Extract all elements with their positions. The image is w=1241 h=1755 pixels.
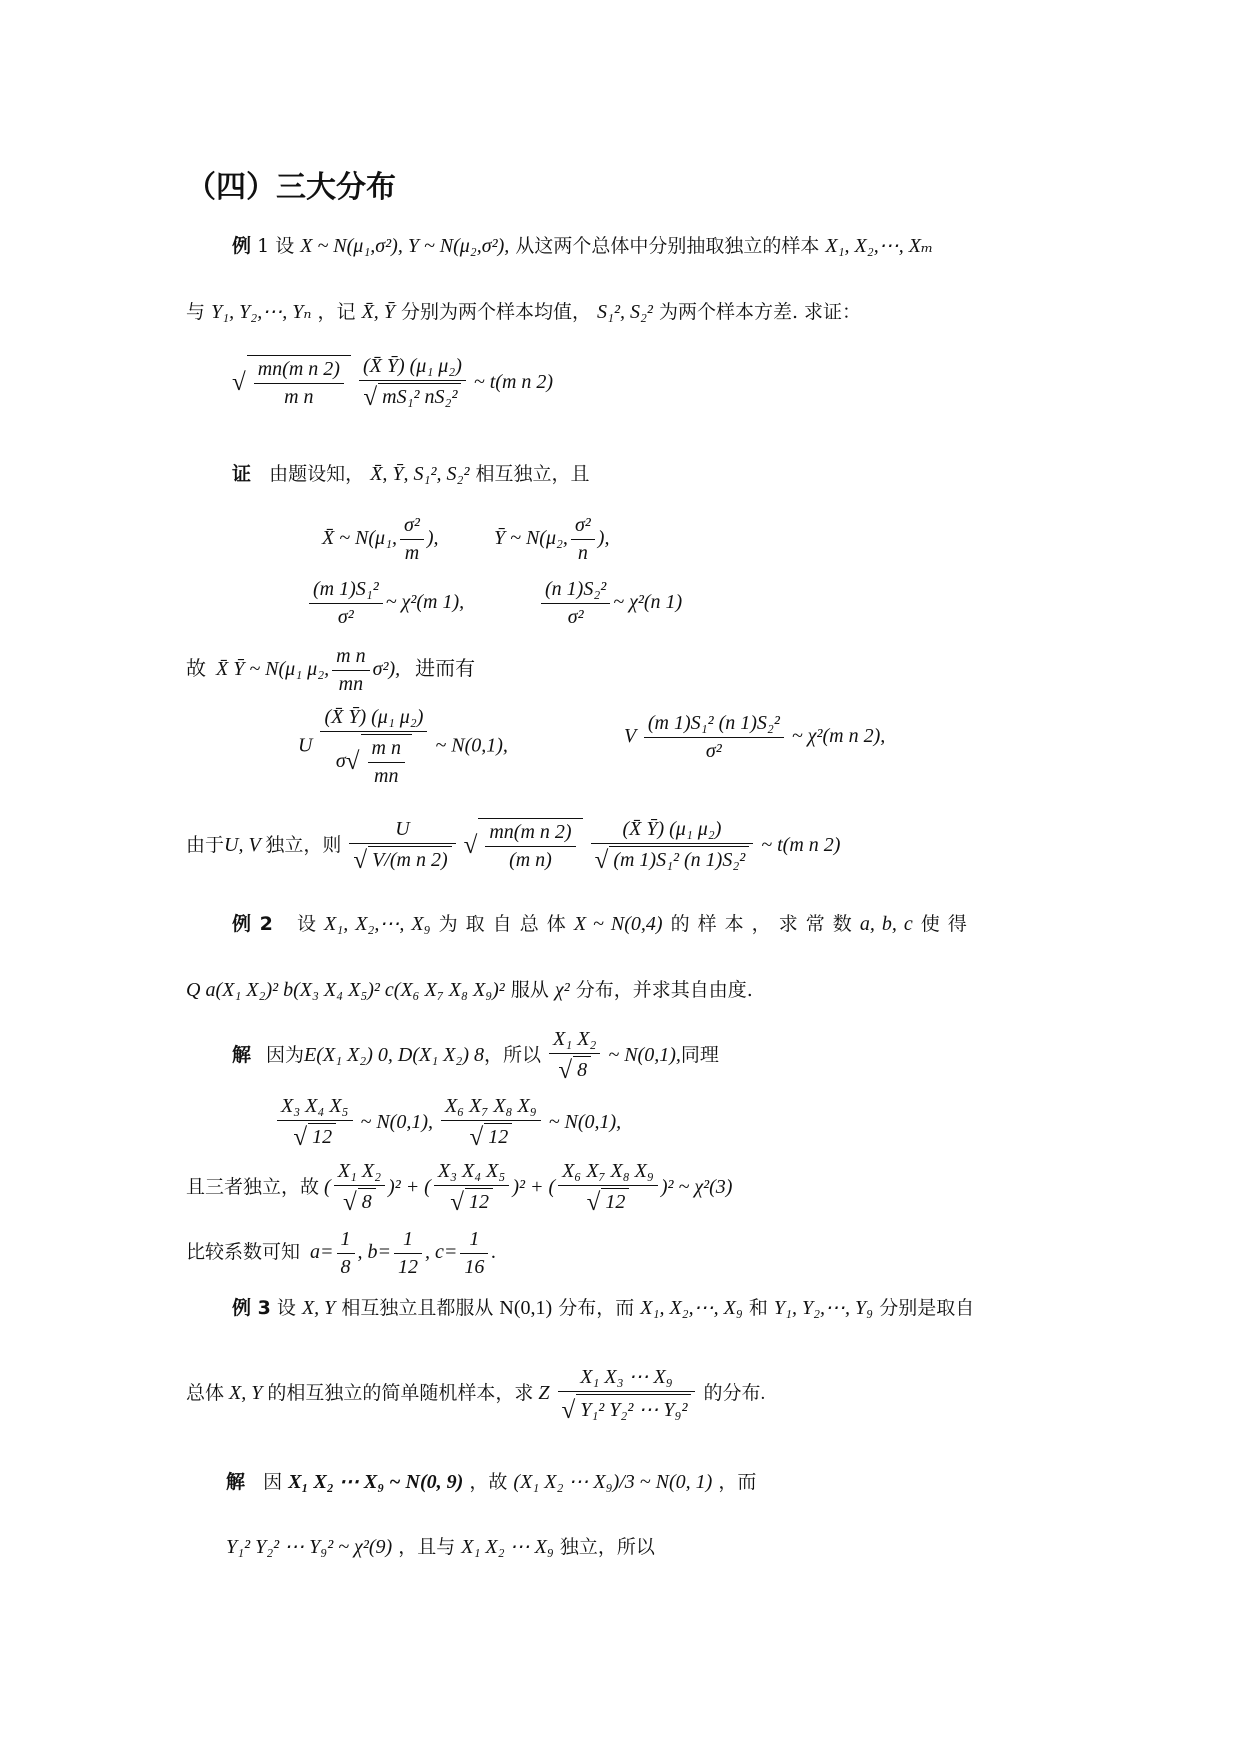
sqrt-sign: √ <box>363 384 378 411</box>
formula: X̄ ~ N(μ₁, <box>322 527 398 550</box>
denominator <box>349 844 455 875</box>
text: 分布，并求其自由度. <box>575 979 753 1001</box>
text: ，故 <box>469 1471 508 1493</box>
formula-tail: ~ χ²(n 1) <box>613 591 683 614</box>
formula: Y₁, Y₂,⋯, Yₙ <box>211 301 312 323</box>
numerator: (m 1)S₁² (n 1)S₂² <box>644 712 784 738</box>
formula: X₁, X₂,⋯, X₉ <box>640 1297 743 1319</box>
v-definition <box>624 712 885 763</box>
numerator: (X̄ Ȳ) (μ₁ μ₂) <box>320 706 427 732</box>
numerator: m n <box>368 737 405 763</box>
text: 故 <box>186 658 206 681</box>
sqrt-body: 8 <box>358 1188 376 1214</box>
fraction <box>349 818 455 875</box>
example-1-line-2 <box>186 300 861 324</box>
sqrt-body: Y₁² Y₂² ⋯ Y₉² <box>576 1394 691 1422</box>
formula: V <box>624 725 636 748</box>
numerator: X₁ X₃ ⋯ X₉ <box>558 1364 696 1392</box>
sqrt-sign: √ <box>463 832 478 860</box>
text: ，记 <box>317 301 356 323</box>
solution-label: 解 <box>226 1471 246 1493</box>
fraction <box>320 706 427 788</box>
text: ，且与 <box>398 1536 456 1558</box>
formula: χ² <box>554 979 570 1001</box>
formula: X, Y <box>229 1382 263 1405</box>
fraction <box>394 1228 422 1279</box>
denominator <box>591 844 754 875</box>
formula-tail: ~ t(m n 2) <box>473 371 554 394</box>
dist-diff <box>186 645 475 696</box>
text: 分别为两个样本均值， <box>400 301 591 323</box>
text: ，而 <box>718 1471 757 1493</box>
denominator: 8 <box>340 1256 351 1278</box>
proof-label: 证 <box>232 463 252 485</box>
text: 分别是取自 <box>879 1297 975 1319</box>
formula: Y₁, Y₂,⋯, Y₉ <box>773 1297 874 1319</box>
sqrt-body: 8 <box>573 1056 591 1082</box>
text: 的分布. <box>703 1383 766 1405</box>
formula-tail: )² ~ χ²(3) <box>660 1176 733 1199</box>
sigma: σ <box>335 750 346 773</box>
text: 同理 <box>680 1045 719 1067</box>
formula: , c= <box>425 1241 458 1264</box>
formula: Ȳ ~ N(μ₂, <box>494 527 568 550</box>
example-label: 例 2 <box>232 913 273 935</box>
formula: Q a(X₁ X₂)² b(X₃ X₄ X₅)² c(X₆ X₇ X₈ X₉)² <box>186 979 505 1001</box>
conclusion-equation <box>186 818 840 875</box>
sqrt-sign: √ <box>345 748 360 776</box>
example-2-line-1 <box>232 912 967 936</box>
formula: X₁ X₂ ⋯ X₉ ~ N(0, 9) <box>288 1471 464 1493</box>
example-3-solution-1 <box>226 1470 756 1494</box>
numerator: (X̄ Ȳ) (μ₁ μ₂) <box>591 818 754 844</box>
sqrt-sign: √ <box>469 1124 484 1151</box>
denominator <box>558 1392 696 1425</box>
sqrt-sign: √ <box>293 1124 308 1151</box>
numerator: m n <box>332 645 369 671</box>
denominator <box>334 1186 385 1217</box>
numerator: mn(m n 2) <box>485 821 575 847</box>
fraction <box>400 514 424 565</box>
section-title: （四）三大分布 <box>186 170 396 205</box>
formula: X ~ N(μ₁,σ²), Y ~ N(μ₂,σ²), <box>300 235 510 257</box>
sqrt-sign: √ <box>232 369 246 397</box>
numerator: (n 1)S₂² <box>541 578 610 604</box>
u-definition <box>298 706 508 788</box>
denominator: 16 <box>464 1256 485 1278</box>
sqrt-sign: √ <box>594 847 609 874</box>
numerator: 1 <box>337 1228 355 1254</box>
text: 由题设知， <box>269 463 365 485</box>
text: 的相互独立的简单随机样本，求 <box>267 1383 534 1405</box>
fraction <box>485 821 575 872</box>
formula-tail: ), <box>426 527 439 550</box>
fraction <box>644 712 784 763</box>
solution-line-2 <box>274 1095 621 1152</box>
formula-tail: ~ t(m n 2) <box>761 834 841 857</box>
text: 相互独立，且 <box>475 463 590 485</box>
text: 因 <box>263 1471 283 1493</box>
solution-label: 解 <box>232 1044 252 1067</box>
formula: a, b, c <box>859 913 913 935</box>
numerator: σ² <box>571 514 595 540</box>
fraction <box>558 1364 696 1425</box>
numerator: U <box>349 818 455 844</box>
proof-intro <box>232 462 590 486</box>
denominator: m <box>404 542 420 564</box>
fraction <box>254 358 344 409</box>
text: 为两个样本方差. 求证： <box>658 301 862 323</box>
fraction <box>309 578 383 629</box>
text: 因为 <box>266 1045 305 1067</box>
text: 且三者独立，故 <box>186 1177 320 1199</box>
numerator: X₃ X₄ X₅ <box>277 1095 353 1121</box>
dist-ybar <box>494 514 609 565</box>
solution-line-1 <box>232 1028 719 1085</box>
text: 设 <box>296 913 316 935</box>
sqrt-body: 12 <box>484 1123 512 1149</box>
numerator: X₁ X₂ <box>334 1160 385 1186</box>
formula: )² + ( <box>388 1176 431 1199</box>
denominator <box>441 1121 541 1152</box>
denominator: n <box>577 542 588 564</box>
formula-tail: ~ χ²(m 1), <box>385 591 465 614</box>
text: 独立，所以 <box>559 1536 655 1558</box>
denominator: mn <box>338 673 364 695</box>
denominator <box>359 381 466 412</box>
example-2-line-2 <box>186 978 753 1002</box>
numerator: (X̄ Ȳ) (μ₁ μ₂) <box>359 355 466 381</box>
sqrt-sign: √ <box>586 1189 601 1216</box>
sqrt-sign: √ <box>353 847 368 874</box>
formula: )² + ( <box>512 1176 556 1199</box>
formula: X ~ N(0,4) <box>573 913 663 935</box>
text: 为 取 自 总 体 <box>438 913 566 935</box>
sqrt-sign: √ <box>561 1397 576 1424</box>
sqrt-sign: √ <box>342 1189 357 1216</box>
fraction <box>359 355 466 412</box>
sqrt-body <box>361 734 412 788</box>
fraction <box>460 1228 488 1279</box>
sqrt-body: mS₁² nS₂² <box>378 383 461 409</box>
fraction <box>549 1028 600 1085</box>
example-label: 例 <box>232 235 252 257</box>
denominator: (m n) <box>509 849 552 871</box>
text: 和 <box>748 1297 768 1319</box>
formula: Y₁² Y₂² ⋯ Y₉² ~ χ²(9) <box>226 1536 393 1558</box>
numerator: 1 <box>394 1228 422 1254</box>
formula: X̄, Ȳ, S₁², S₂² <box>370 463 470 485</box>
denominator <box>549 1054 600 1085</box>
text: 使 得 <box>920 913 967 935</box>
example-3-line-2 <box>186 1364 765 1425</box>
sqrt-sign: √ <box>450 1189 464 1216</box>
sqrt-sign: √ <box>558 1057 573 1084</box>
fraction <box>334 1160 385 1217</box>
numerator: mn(m n 2) <box>254 358 344 384</box>
text: 独立，则 <box>265 835 342 857</box>
text: 相互独立且都服从 <box>341 1297 494 1319</box>
numerator: σ² <box>400 514 424 540</box>
sqrt-body <box>478 818 582 872</box>
sqrt-body: 12 <box>465 1188 493 1214</box>
denominator <box>320 732 427 788</box>
denominator <box>558 1186 658 1217</box>
example-3-solution-2 <box>226 1535 655 1559</box>
text: 与 <box>186 301 206 323</box>
formula: , b= <box>357 1241 392 1264</box>
example-number: 1 <box>257 235 270 257</box>
numerator: X₆ X₇ X₈ X₉ <box>441 1095 541 1121</box>
formula: S₁², S₂² <box>597 301 653 323</box>
fraction <box>434 1160 510 1217</box>
formula: U, V <box>224 834 261 857</box>
text: 比较系数可知 <box>186 1242 301 1264</box>
denominator: m n <box>284 386 314 408</box>
text: 总体 <box>186 1383 225 1405</box>
formula: E(X₁ X₂) 0, D(X₁ X₂) 8 <box>304 1044 485 1067</box>
formula: X₁, X₂,⋯, Xₘ <box>825 235 934 257</box>
numerator: 1 <box>460 1228 488 1254</box>
formula-tail: ~ χ²(m n 2), <box>791 725 886 748</box>
formula-tail: σ²), <box>372 658 401 681</box>
formula: Z <box>538 1382 550 1405</box>
dist-xbar <box>322 514 439 565</box>
example-1-line-1 <box>232 234 933 258</box>
numerator: X₆ X₇ X₈ X₉ <box>558 1160 658 1186</box>
sqrt-body: (m 1)S₁² (n 1)S₂² <box>609 846 749 872</box>
fraction <box>558 1160 658 1217</box>
denominator <box>277 1121 353 1152</box>
example-3-line-1 <box>232 1296 974 1320</box>
formula: X₁, X₂,⋯, X₉ <box>324 913 431 935</box>
text: 设 <box>275 235 295 257</box>
fraction <box>571 514 595 565</box>
fraction <box>441 1095 541 1152</box>
formula-tail: ~ N(0,1), <box>360 1111 433 1134</box>
example-label: 例 3 <box>232 1297 271 1319</box>
numerator: (m 1)S₁² <box>309 578 383 604</box>
denominator: σ² <box>337 606 354 628</box>
fraction <box>337 1228 355 1279</box>
formula: ( <box>324 1176 331 1199</box>
text: 设 <box>276 1297 296 1319</box>
formula-tail: ~ N(0,1), <box>548 1111 622 1134</box>
text: 进而有 <box>415 658 476 681</box>
text: 服从 <box>510 979 549 1001</box>
formula: X̄, Ȳ <box>361 301 395 323</box>
coefficients-line <box>186 1228 496 1279</box>
formula: X, Y <box>301 1297 336 1319</box>
dist-s2 <box>538 578 682 629</box>
fraction <box>591 818 754 875</box>
formula: U <box>298 734 313 757</box>
sqrt-body: V/(m n 2) <box>368 846 452 872</box>
fraction <box>541 578 610 629</box>
independence-line <box>186 1160 732 1217</box>
denominator: σ² <box>705 740 722 762</box>
claim-equation <box>232 355 553 412</box>
numerator: X₃ X₄ X₅ <box>434 1160 510 1186</box>
sqrt-body: 12 <box>308 1123 336 1149</box>
formula-tail: ~ N(0,1), <box>608 1044 681 1067</box>
formula: a= <box>310 1241 334 1264</box>
denominator: mn <box>374 765 399 787</box>
formula-tail: . <box>491 1241 497 1264</box>
text: 从这两个总体中分别抽取独立的样本 <box>515 235 820 257</box>
text: 由于 <box>186 835 225 857</box>
text: 的 样 本 ， 求 常 数 <box>670 913 852 935</box>
denominator: σ² <box>567 606 584 628</box>
sqrt-body: 12 <box>601 1188 629 1214</box>
fraction <box>332 645 369 696</box>
denominator <box>434 1186 510 1217</box>
formula-tail: ~ N(0,1), <box>435 734 508 757</box>
denominator: 12 <box>398 1256 419 1278</box>
formula: N(0,1) <box>499 1297 553 1319</box>
dist-s1 <box>306 578 464 629</box>
sqrt-body <box>247 355 351 409</box>
formula-tail: ), <box>597 527 610 550</box>
formula: X₁ X₂ ⋯ X₉ <box>461 1536 554 1558</box>
formula: (X₁ X₂ ⋯ X₉)/3 ~ N(0, 1) <box>513 1471 713 1493</box>
fraction <box>368 737 405 788</box>
fraction <box>277 1095 353 1152</box>
text: 分布，而 <box>558 1297 635 1319</box>
text: ，所以 <box>484 1045 542 1067</box>
formula: X̄ Ȳ ~ N(μ₁ μ₂, <box>216 658 330 681</box>
numerator: X₁ X₂ <box>549 1028 600 1054</box>
